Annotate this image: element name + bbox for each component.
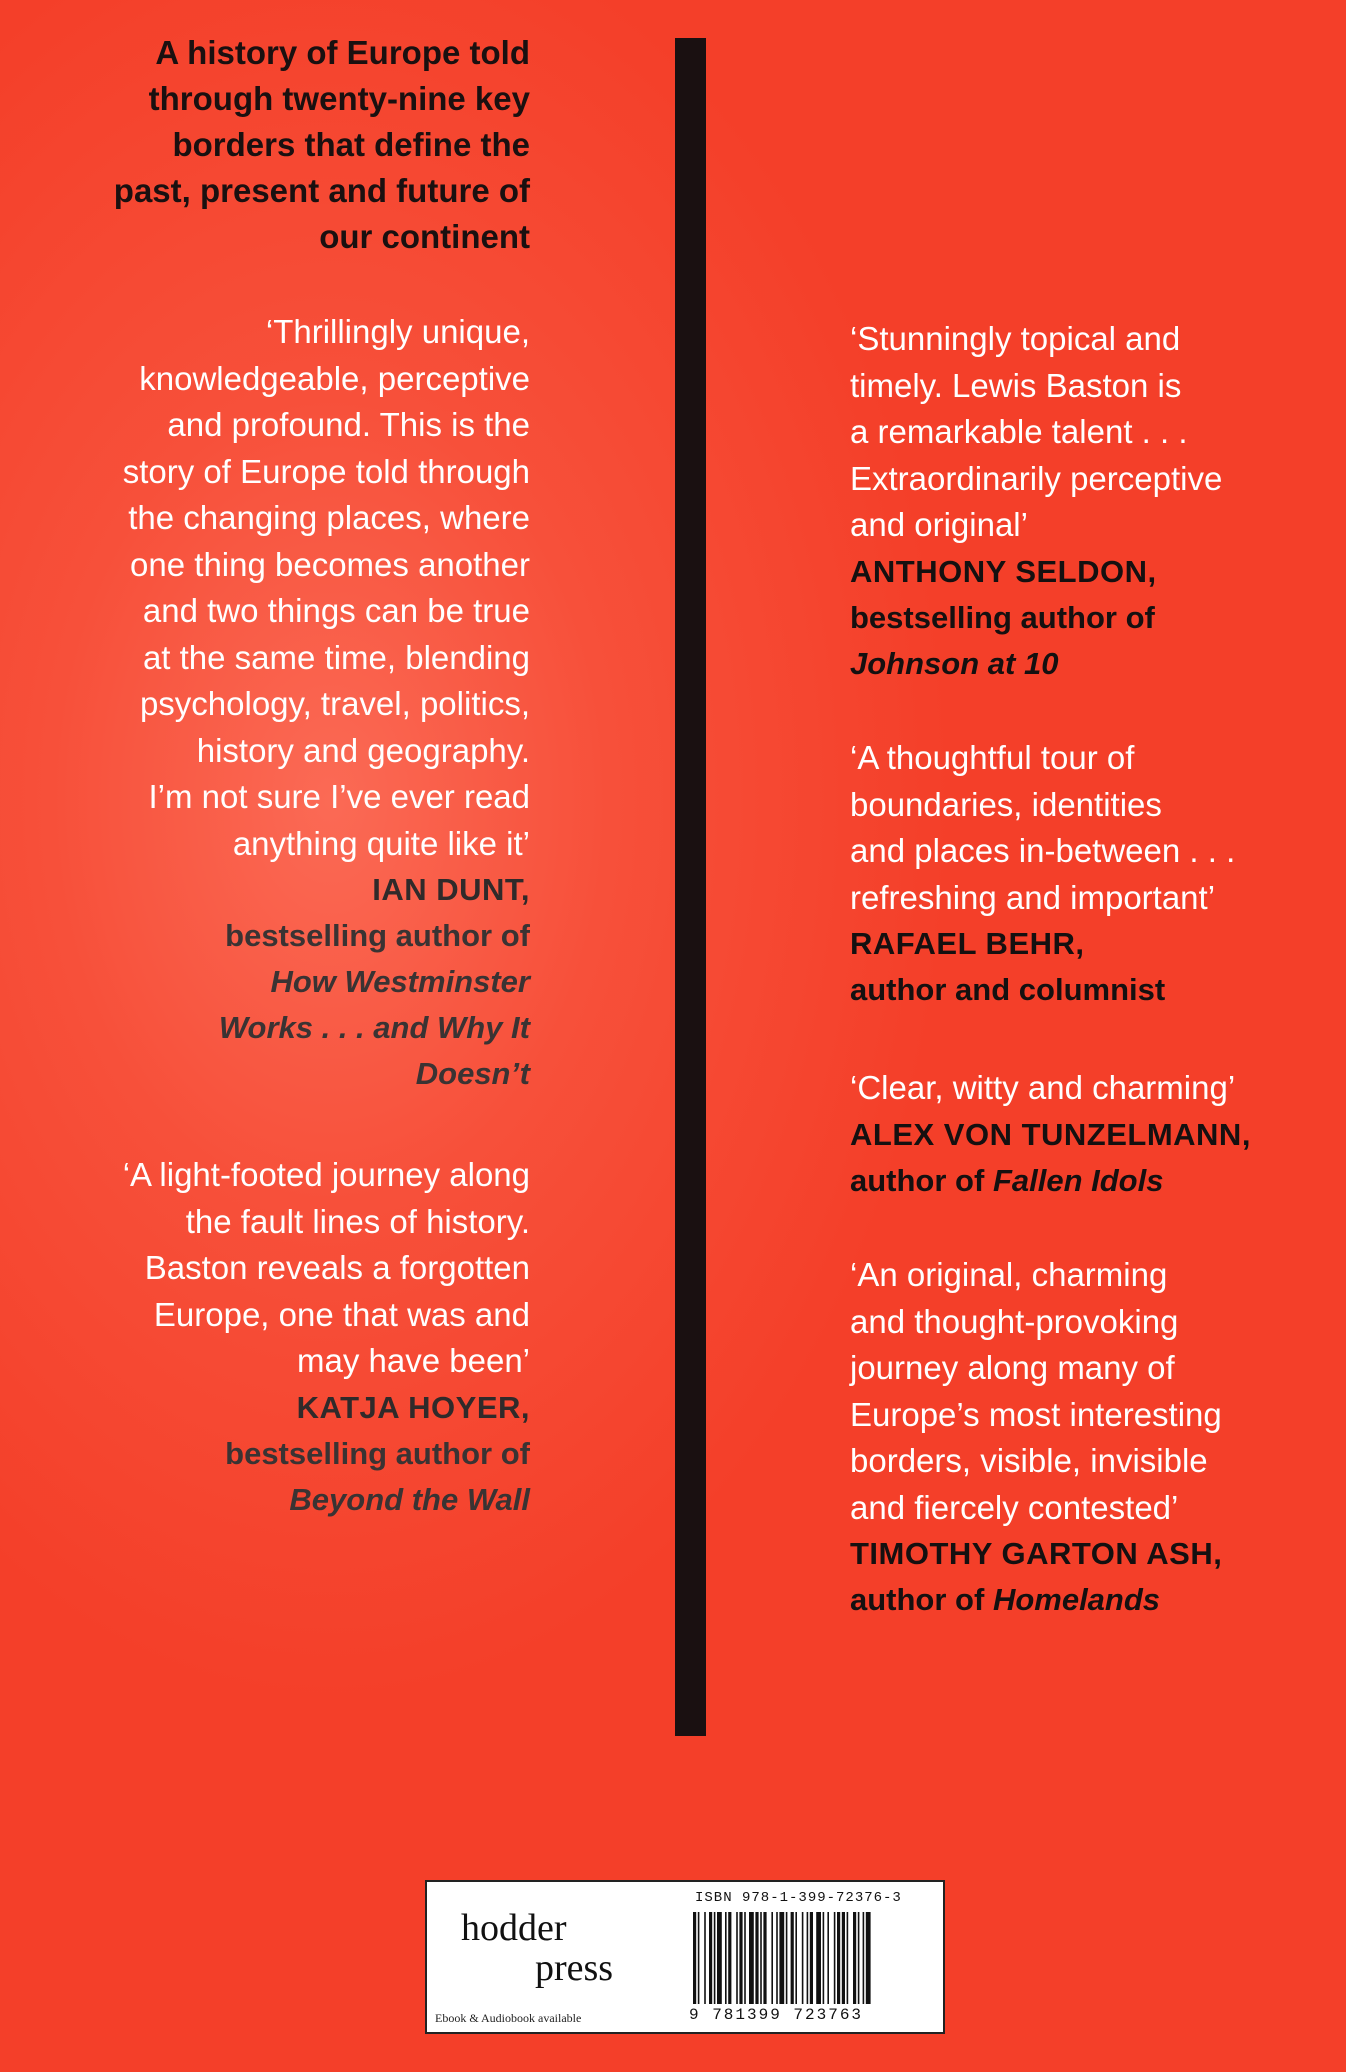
quote-line: timely. Lewis Baston is	[850, 366, 1182, 404]
attribution-work: Works . . . and Why It	[218, 1010, 530, 1045]
quote-line: the changing places, where	[128, 499, 530, 536]
quote-anthony-seldon	[850, 316, 1320, 687]
ebook-note: Ebook & Audiobook available	[435, 2011, 582, 2025]
quote-line: story of Europe told through	[122, 452, 530, 490]
publisher-line: hodder	[461, 1907, 567, 1949]
quote-katja-hoyer	[40, 1152, 530, 1523]
quote-line: ‘A light-footed journey along	[122, 1156, 530, 1193]
quote-rafael-behr	[850, 735, 1320, 1013]
quote-ian-dunt	[40, 309, 530, 1097]
attribution-name: IAN DUNT,	[372, 872, 530, 907]
publisher-line: press	[535, 1947, 614, 1989]
quote-line: a remarkable talent . . .	[850, 413, 1188, 450]
attribution-desc-work: author of Fallen Idols	[850, 1162, 1164, 1198]
quote-alex-von-tunzelmann	[850, 1065, 1320, 1204]
attribution-name: RAFAEL BEHR,	[850, 926, 1085, 961]
attribution-work: Doesn’t	[415, 1056, 530, 1091]
imprint-box	[425, 1880, 945, 2034]
attribution-desc: author and columnist	[850, 972, 1166, 1007]
intro-blurb	[70, 30, 530, 260]
quote-line: knowledgeable, perceptive	[139, 359, 530, 397]
quote-line: and profound. This is the	[167, 406, 530, 443]
barcode-icon	[683, 1912, 933, 2004]
intro-line: borders that define the	[172, 126, 530, 163]
quote-line: anything quite like it’	[232, 824, 530, 862]
quote-line: and original’	[850, 506, 1028, 543]
quote-line: and two things can be true	[142, 592, 530, 629]
isbn-text: ISBN 978-1-399-72376-3	[695, 1890, 902, 1906]
quote-line: boundaries, identities	[850, 785, 1162, 823]
quote-line: one thing becomes another	[130, 545, 530, 583]
quote-line: ‘Stunningly topical and	[850, 320, 1181, 357]
attribution-name: ALEX VON TUNZELMANN,	[850, 1116, 1251, 1152]
quote-timothy-garton-ash	[850, 1252, 1320, 1623]
quote-line: psychology, travel, politics,	[139, 685, 530, 722]
attribution-work: Johnson at 10	[850, 645, 1059, 681]
quote-line: history and geography.	[196, 731, 530, 769]
quote-line: may have been’	[297, 1342, 530, 1379]
vertical-divider	[675, 38, 706, 1736]
attribution-desc-work: author of Homelands	[850, 1582, 1161, 1617]
quote-line: Baston reveals a forgotten	[144, 1249, 530, 1286]
publisher-logo	[461, 1908, 613, 1988]
quote-line: refreshing and important’	[850, 878, 1216, 916]
intro-line: A history of Europe told	[155, 34, 530, 71]
attribution-name: KATJA HOYER,	[296, 1389, 530, 1425]
attribution-desc: bestselling author of	[225, 918, 530, 953]
quote-line: at the same time, blending	[142, 638, 530, 676]
quote-line: and places in-between . . .	[850, 832, 1236, 869]
attribution-name: TIMOTHY GARTON ASH,	[850, 1536, 1223, 1571]
quote-line: ‘Clear, witty and charming’	[850, 1069, 1236, 1106]
quote-line: ‘A thoughtful tour of	[850, 739, 1135, 776]
intro-line: our continent	[319, 218, 530, 255]
quote-line: Extraordinarily perceptive	[850, 459, 1223, 497]
quote-line: I’m not sure I’ve ever read	[148, 778, 530, 815]
attribution-desc: bestselling author of	[850, 599, 1155, 635]
barcode-digits: 9 781399 723763	[689, 2006, 864, 2024]
quote-line: Europe’s most interesting	[850, 1395, 1222, 1433]
attribution-work: Beyond the Wall	[289, 1481, 530, 1517]
quote-line: borders, visible, invisible	[850, 1442, 1208, 1479]
quote-line: and fiercely contested’	[850, 1488, 1179, 1526]
attribution-desc: bestselling author of	[225, 1435, 530, 1471]
attribution-work: How Westminster	[270, 964, 530, 999]
quote-line: journey along many of	[850, 1349, 1175, 1386]
quote-line: ‘Thrillingly unique,	[265, 313, 530, 350]
attribution-name: ANTHONY SELDON,	[850, 553, 1157, 589]
quote-line: Europe, one that was and	[153, 1295, 530, 1333]
quote-line: the fault lines of history.	[185, 1202, 530, 1240]
intro-line: through twenty-nine key	[148, 80, 530, 117]
quote-line: and thought-provoking	[850, 1302, 1179, 1340]
quote-line: ‘An original, charming	[850, 1256, 1168, 1293]
intro-line: past, present and future of	[113, 172, 530, 209]
